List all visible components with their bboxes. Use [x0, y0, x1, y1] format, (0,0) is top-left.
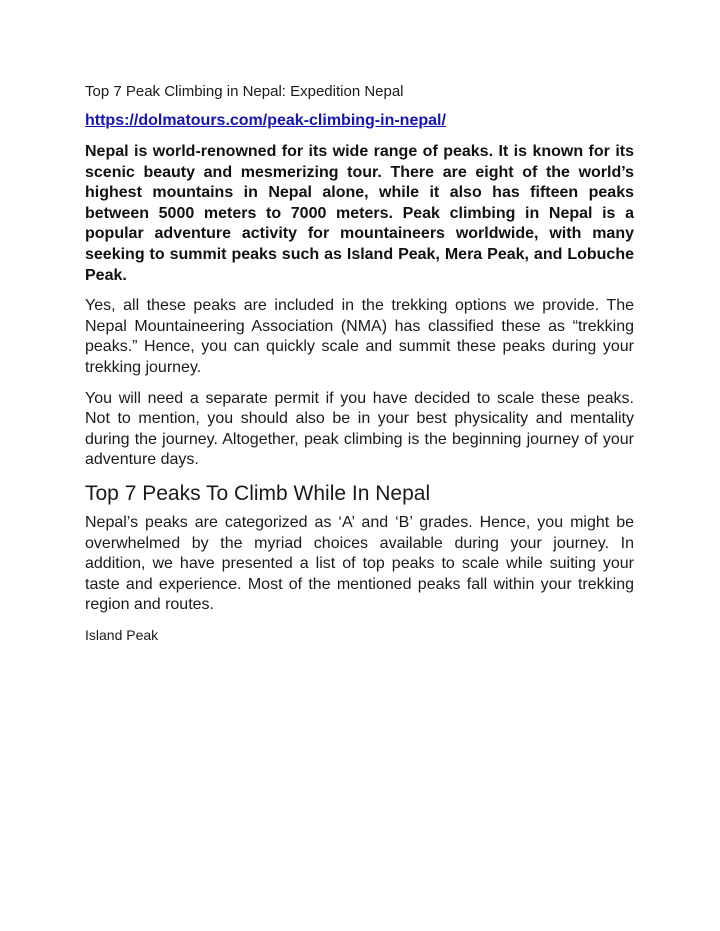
section-heading: Top 7 Peaks To Climb While In Nepal [85, 481, 431, 505]
body-paragraph-3: Nepal’s peaks are categorized as ‘A’ and ‘B’ grades. Hence, you might be overwhelmed by the myriad choices available during your journey. In addition, we have presented a list of top peaks to scale while suiting your taste and experience. Most of the mentioned peaks fall within your trekking region and routes. [85, 513, 634, 614]
document-title: Top 7 Peak Climbing in Nepal: Expedition Nepal [85, 83, 404, 100]
intro-paragraph: Nepal is world-renowned for its wide range of peaks. It is known for its scenic beauty and mesmerizing tour. There are eight of the world’s highest mountains in Nepal alone, while it also has fifteen peaks between 5000 meters to 7000 meters. Peak climbing in Nepal is a popular adventure activity for mountaineers worldwide, with many seeking to summit peaks such as Island Peak, Mera Peak, and Lobuche Peak. [85, 143, 634, 284]
source-link[interactable]: https://dolmatours.com/peak-climbing-in-nepal/ [85, 112, 446, 129]
body-paragraph-1: Yes, all these peaks are included in the trekking options we provide. The Nepal Mountaineering Association (NMA) has classified these as “trekking peaks.” Hence, you can quickly scale and summit these peaks during your trekking journey. [85, 297, 634, 376]
document-page [85, 82, 634, 644]
body-paragraph-2: You will need a separate permit if you have decided to scale these peaks. Not to mention, you should also be in your best physicality and mentality during the journey. Altogether, peak climbing is the beginning journey of your adventure days. [85, 389, 634, 469]
island-peak-subheading: Island Peak [85, 626, 159, 643]
